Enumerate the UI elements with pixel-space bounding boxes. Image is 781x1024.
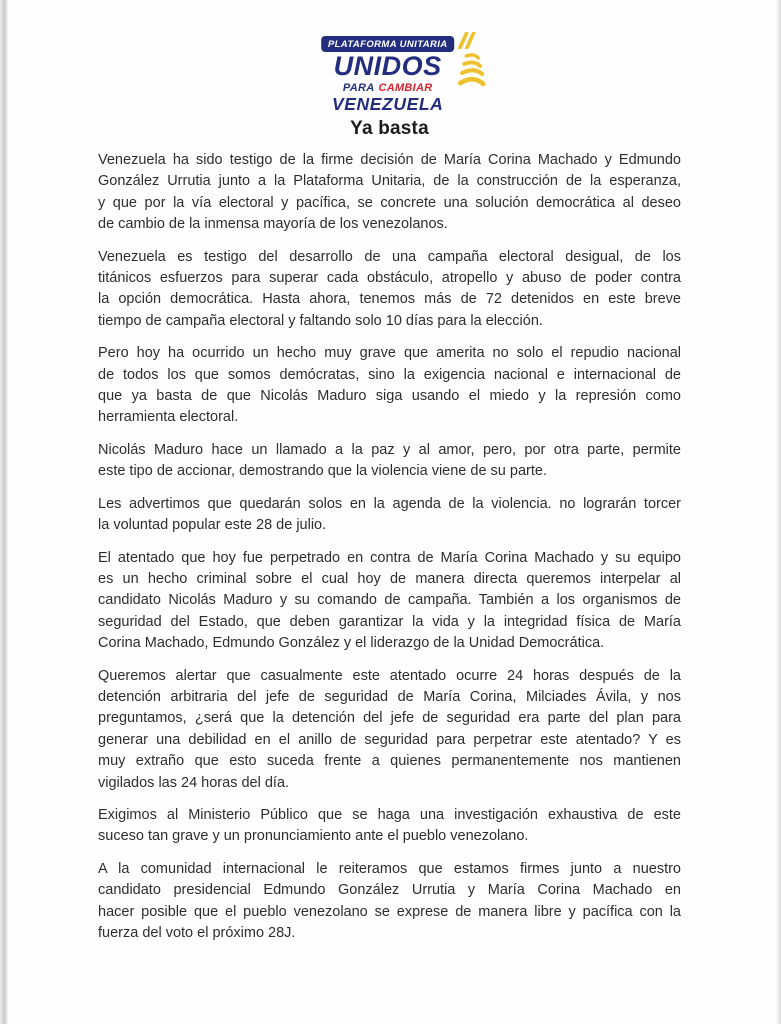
text-line: este tipo de accionar, demostrando que la violencia viene de su parte. [98,463,547,480]
text-line: Venezuela ha sido testigo de la firme decisión de María Corina Machado y Edmundo [98,152,681,168]
text-line: A la comunidad internacional le reiteramos que estamos firmes junto a nuestro [98,860,681,877]
paragraph [98,440,681,483]
double-slash-icon [461,32,472,49]
logo-para-row [318,79,458,95]
text-line: que ya basta de que Nicolás Maduro siga usando el miedo y la represión como [98,388,681,405]
text-line: y que por la vía electoral y pacífica, se concrete una solución democrática al deseo [98,194,681,211]
text-line: suceso tan grave y un pronunciamiento ante el pueblo venezolano. [98,828,529,845]
text-line: tiempo de campaña electoral y faltando solo 10 días para la elección. [98,312,543,329]
text-line: muy extraño que esto suceda frente a quienes permanentemente nos mantienen [98,753,681,770]
logo-para: PARA [342,82,375,94]
paragraph [98,150,681,236]
logo-unidos: UNIDOS [333,51,442,81]
logo-cambiar: CAMBIAR [378,82,433,94]
document-body [98,150,681,955]
text-line: herramienta electoral. [98,409,239,426]
paragraph [98,494,681,537]
text-line: vigilados las 24 horas del día. [98,774,290,791]
paragraph [98,343,681,429]
text-line: Nicolás Maduro hace un llamado a la paz y al amor, pero, por otra parte, permite [98,441,681,458]
text-line: la voluntad popular este 28 de julio. [98,517,327,534]
text-line: de todos los que somos demócratas, sino la exigencia nacional e internacional de [98,366,681,383]
paragraph [98,247,681,333]
logo [318,36,458,113]
text-line: Exigimos al Ministerio Público que se haga una investigación exhaustiva de este [98,806,681,823]
paragraph [98,805,681,848]
page-title: Ya basta [350,118,429,139]
text-line: candidato Nicolás Maduro y su comando de campaña. También a los organismos de [98,592,681,609]
paragraph [98,548,681,655]
text-line: El atentado que hoy fue perpetrado en contra de María Corina Machado y su equipo [98,549,681,566]
text-line: la opción democrática. Hasta ahora, tenemos más de 72 detenidos en este breve [98,291,681,308]
photo-edge-left [0,0,8,1024]
text-line: detención arbitraria del jefe de seguridad de María Corina, Milciades Ávila, y nos [98,688,681,705]
logo-unidos-row [318,53,458,80]
text-line: Les advertimos que quedarán solos en la agenda de la violencia. no lograrán torcer [98,495,681,512]
text-line: Venezuela es testigo del desarrollo de una campaña electoral desigual, de los [98,248,681,265]
text-line: Corina Machado, Edmundo González y el liderazgo de la Unidad Democrática. [98,635,605,652]
photo-edge-right [776,0,781,1024]
text-line: es un hecho criminal sobre el cual hoy de manera directa queremos interpelar al [98,570,681,587]
text-line: de cambio de la inmensa mayoría de los venezolanos. [98,216,448,233]
logo-venezuela: VENEZUELA [331,94,444,114]
paragraph [98,666,681,794]
hand-strokes-icon [456,51,486,95]
text-line: candidato presidencial Edmundo González Urrutia y María Corina Machado en [98,882,681,899]
text-line: Queremos alertar que casualmente este atentado ocurre 24 horas después de la [98,667,681,684]
logo-banner: PLATAFORMA UNITARIA [321,36,455,52]
logo-banner-row [318,36,458,52]
paragraph [98,859,681,945]
text-line: González Urrutia junto a la Plataforma Unitaria, de la construcción de la esperanza, [98,173,681,190]
text-line: Pero hoy ha ocurrido un hecho muy grave que amerita no solo el repudio nacional [98,345,681,362]
text-line: seguridad del Estado, que deben garantizar la vida y la integridad física de María [98,613,681,630]
text-line: titánicos esfuerzos para superar cada obstáculo, atropello y abuso de poder contra [98,270,681,287]
text-line: preguntamos, ¿será que la detención del jefe de seguridad era parte del plan para [98,710,681,727]
text-line: hacer posible que el pueblo venezolano se exprese de manera libre y pacífica con la [98,903,681,920]
text-line: generar una debilidad en el anillo de seguridad para perpetrar este atentado? Y es [98,731,681,748]
text-line: fuerza del voto el próximo 28J. [98,925,296,941]
